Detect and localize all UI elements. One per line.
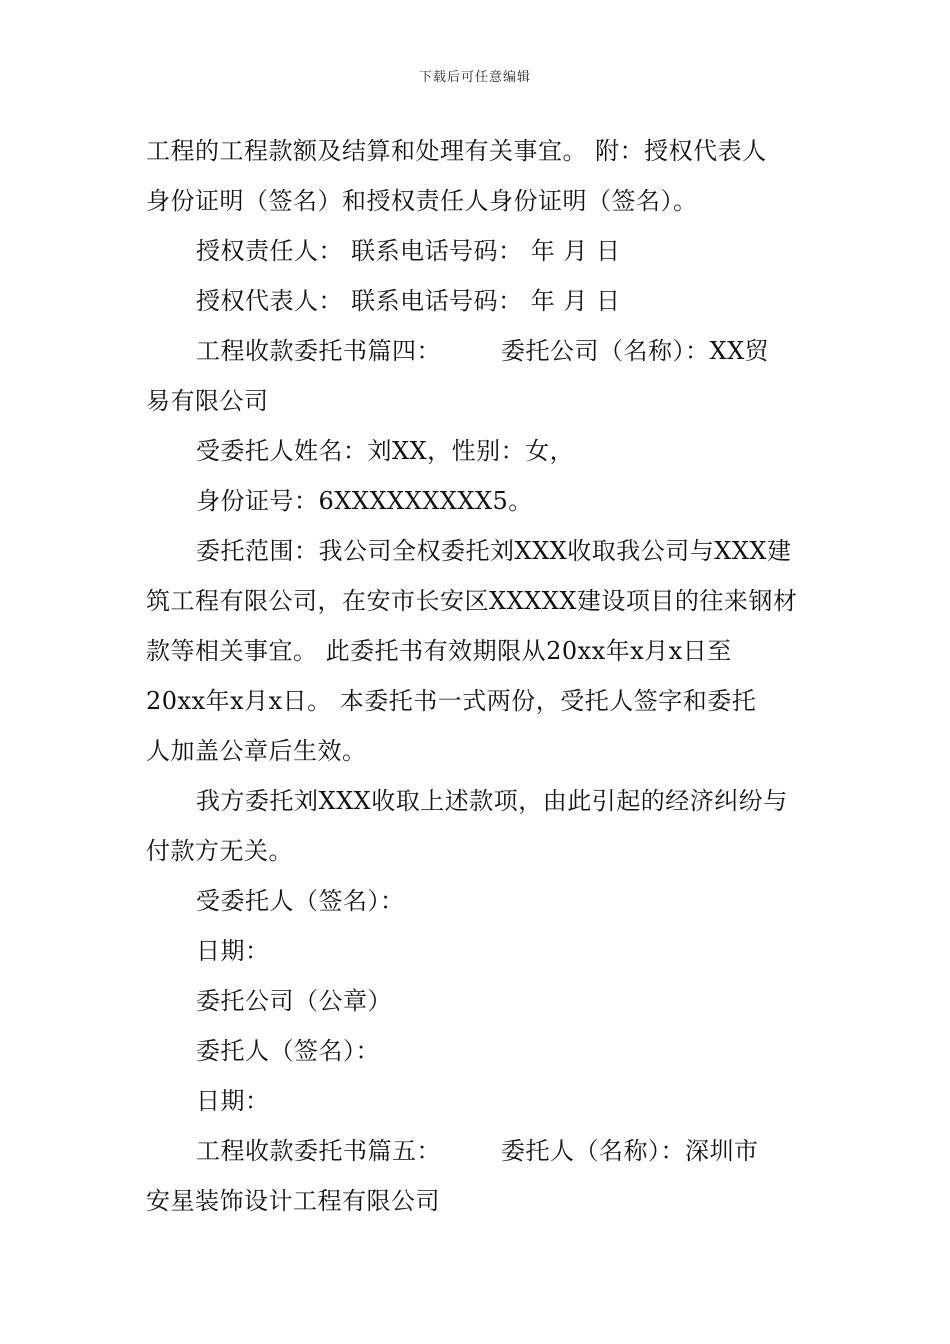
paragraph-line: 筑工程有限公司，在安市长安区XXXXX建设项目的往来钢材 bbox=[146, 587, 798, 615]
section-heading: 工程收款委托书篇五： bbox=[196, 1137, 441, 1165]
paragraph-line: 身份证号：6XXXXXXXXX5。 bbox=[196, 487, 533, 515]
paragraph-line: 人加盖公章后生效。 bbox=[146, 737, 367, 765]
date-label: 日期： bbox=[196, 937, 270, 965]
document-body bbox=[146, 126, 806, 1226]
paragraph-line: 授权责任人： 联系电话号码： 年 月 日 bbox=[196, 237, 621, 265]
paragraph-line: 易有限公司 bbox=[146, 387, 269, 415]
section-heading-line bbox=[146, 326, 806, 376]
section-heading-suffix: 委托人（名称）：深圳市 bbox=[501, 1137, 759, 1165]
company-seal-label: 委托公司（公章） bbox=[196, 987, 392, 1015]
paragraph-line: 安星装饰设计工程有限公司 bbox=[146, 1187, 440, 1215]
paragraph-line: 款等相关事宜。 此委托书有效期限从20xx年x月x日至 bbox=[146, 637, 732, 665]
paragraph-line: 身份证明（签名）和授权责任人身份证明（签名）。 bbox=[146, 187, 698, 215]
page-header: 下载后可任意编辑 bbox=[418, 70, 531, 85]
paragraph-line: 受委托人姓名：刘XX，性别：女， bbox=[196, 437, 575, 465]
date-label: 日期： bbox=[196, 1087, 270, 1115]
section-heading-line bbox=[146, 1126, 806, 1176]
signature-label: 受委托人（签名）： bbox=[196, 887, 405, 915]
paragraph-line: 工程的工程款额及结算和处理有关事宜。 附：授权代表人 bbox=[146, 137, 767, 165]
section-heading-suffix: 委托公司（名称）：XX贸 bbox=[501, 337, 770, 365]
section-heading: 工程收款委托书篇四： bbox=[196, 337, 441, 365]
paragraph-line: 委托范围：我公司全权委托刘XXX收取我公司与XXX建 bbox=[196, 537, 792, 565]
signature-label: 委托人（签名）： bbox=[196, 1037, 380, 1065]
paragraph-line: 付款方无关。 bbox=[146, 837, 293, 865]
paragraph-line: 20xx年x月x日。 本委托书一式两份，受托人签字和委托 bbox=[146, 687, 757, 715]
paragraph-line: 我方委托刘XXX收取上述款项，由此引起的经济纠纷与 bbox=[196, 787, 788, 815]
paragraph-line: 授权代表人： 联系电话号码： 年 月 日 bbox=[196, 287, 621, 315]
